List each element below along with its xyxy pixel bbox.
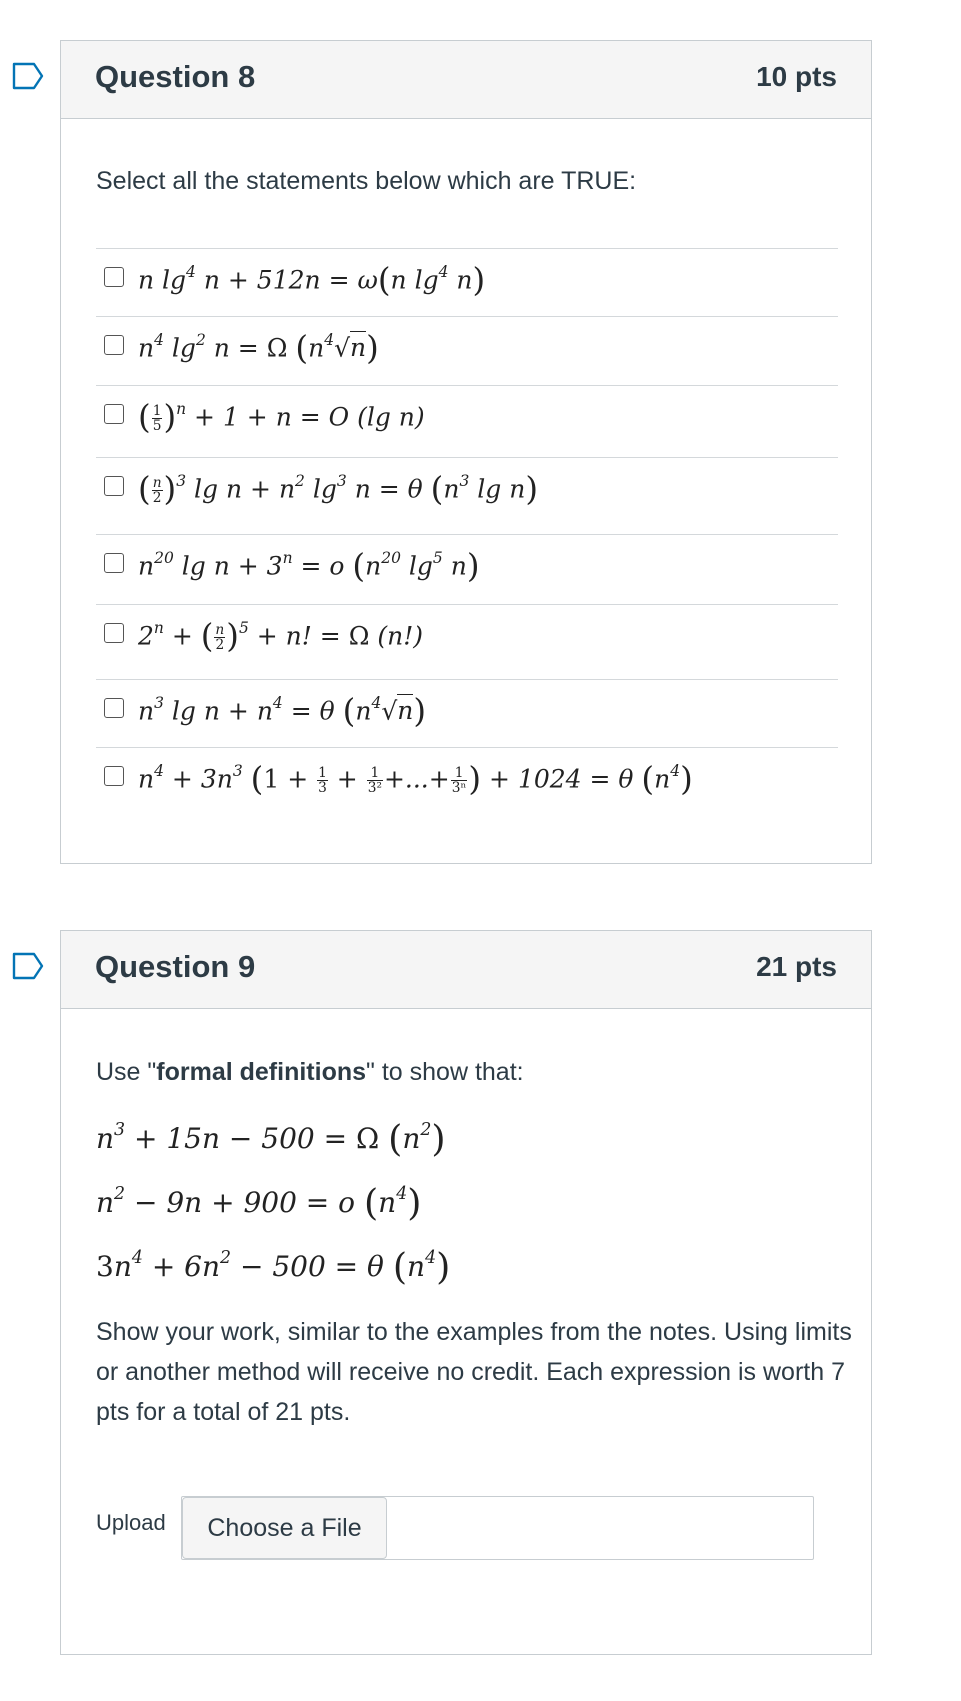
answer-2-math: $n^4$ $\lg^2 n = \Omega$ $(n^4√n)$ [138, 329, 379, 367]
question-9-card [60, 930, 872, 1655]
expression-2: $n^2 - 9n + 900 = o$ $(n^4)$ [96, 1181, 422, 1224]
answer-3-math: ( $\frac{1}{5}$ )$^n$ + 1 + n = O (lg n) [138, 398, 425, 436]
question-title: Question 8 [95, 59, 256, 94]
checkbox-6[interactable] [104, 623, 124, 643]
file-upload-field[interactable] [181, 1496, 814, 1560]
answer-7-math: $n^3$ $\lg n + n^4 = \theta$ $(n^4√n)$ [138, 692, 427, 730]
expression-3: $3n^4 + 6n^2 - 500 = \theta$ $(n^4)$ [96, 1245, 451, 1288]
expression-1: $n^3 + 15n - 500 = \Omega$ $(n^2)$ [96, 1117, 446, 1160]
question-points: 10 pts [756, 61, 837, 92]
upload-label: Upload [96, 1510, 166, 1535]
answer-option-8[interactable] [96, 747, 838, 827]
question-8-card [60, 40, 872, 864]
answer-option-4[interactable] [96, 457, 838, 534]
answer-option-3[interactable] [96, 385, 838, 457]
formal-definitions-emphasis: formal definitions [156, 1058, 367, 1086]
instructions-text: Show your work, similar to the examples from the notes. Using limits or another method will receive no credit. Each expression is worth 7 pts for a total of 21 pts. [96, 1318, 852, 1426]
checkbox-2[interactable] [104, 335, 124, 355]
choose-file-button[interactable]: Choose a File [182, 1497, 387, 1559]
answer-4-math: ( $\frac{n}{2}$ )$^3$ $\lg n + n^2$ $\lg^3 n = \theta$ ($n^3$ lg n) [138, 470, 538, 508]
flag-question-icon[interactable] [12, 952, 44, 980]
question-prompt: Select all the statements below which are TRUE: [96, 167, 637, 195]
answer-1-math: n $\lg^4 n + 512n = \omega(n$ $\lg^4 n$) [138, 261, 486, 299]
checkbox-1[interactable] [104, 267, 124, 287]
answer-option-7[interactable] [96, 679, 838, 747]
checkbox-7[interactable] [104, 698, 124, 718]
checkbox-8[interactable] [104, 766, 124, 786]
flag-question-icon[interactable] [12, 62, 44, 90]
checkbox-5[interactable] [104, 553, 124, 573]
answer-6-math: $2^n$ + ( $\frac{n}{2}$ )$^5$ + n! = Ω (n!) [138, 617, 424, 655]
answer-8-math: $n^4 + 3n^3$ (1 + $\frac{1}{3}$ + $\frac{1}{\text{3²}}$ +...+ $\frac{1}{\text{3ⁿ}}$ ) + 1024 = θ $(n^4)$ [138, 760, 693, 798]
question-points: 21 pts [756, 951, 837, 982]
answer-option-6[interactable] [96, 604, 838, 679]
answer-option-2[interactable] [96, 316, 838, 385]
question-intro: Use "formal definitions" to show that: [96, 1058, 524, 1086]
question-8-header [61, 41, 871, 119]
answer-option-5[interactable] [96, 534, 838, 604]
answer-5-math: $n^{20}$ $\lg n + 3^n = o$ ($n^{20}$ $\lg^5 n$) [138, 547, 480, 585]
checkbox-3[interactable] [104, 404, 124, 424]
question-9-header [61, 931, 871, 1009]
question-title: Question 9 [95, 949, 256, 984]
answer-option-1[interactable] [96, 248, 838, 316]
checkbox-4[interactable] [104, 476, 124, 496]
answer-list [96, 248, 838, 827]
